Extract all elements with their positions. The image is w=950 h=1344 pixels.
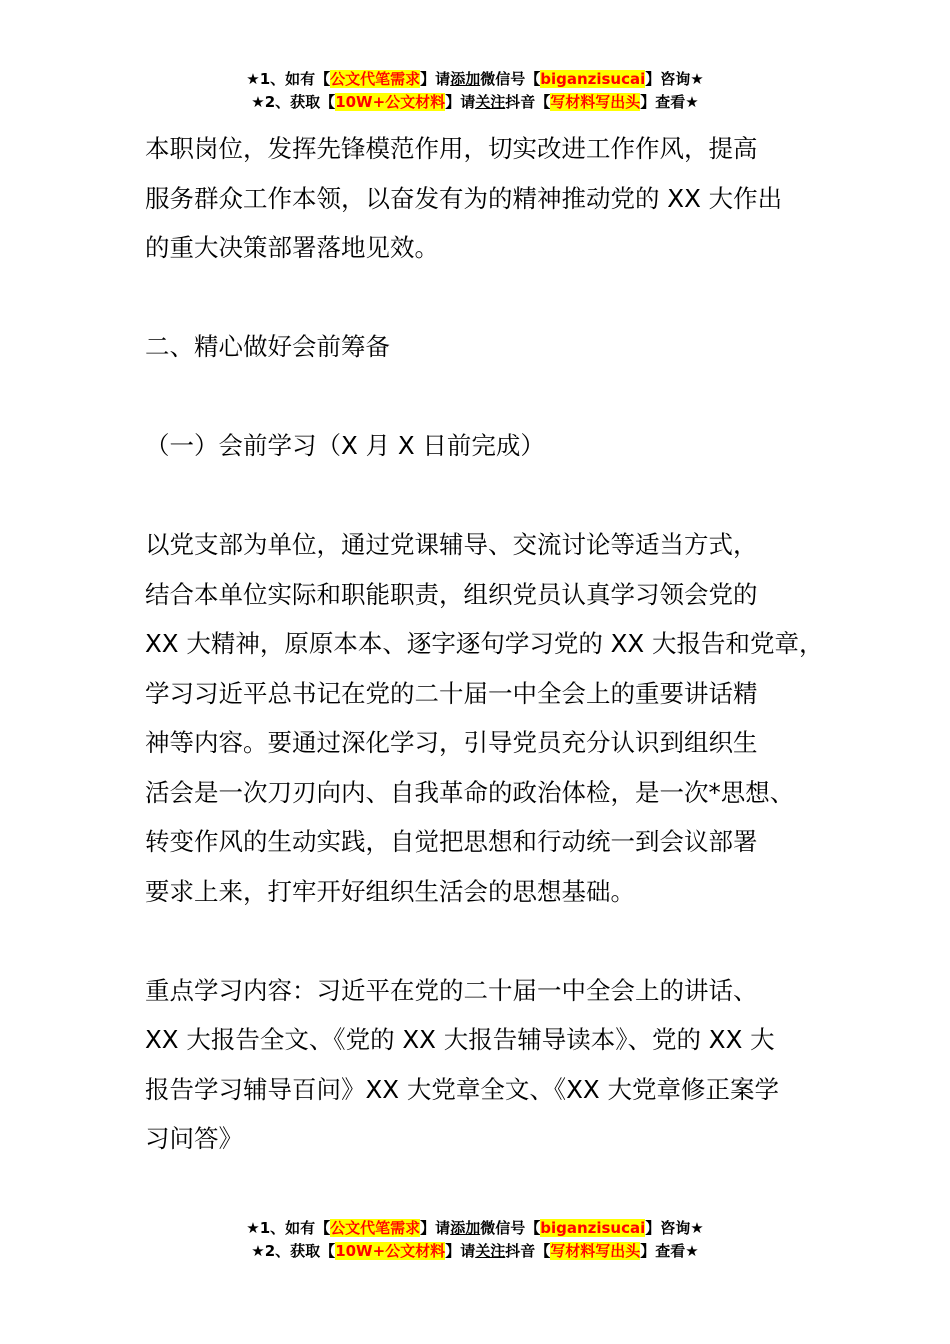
body-line: 神等内容。要通过深化学习，引导党员充分认识到组织生 (145, 728, 758, 757)
banner-text: 抖音【 (505, 93, 551, 111)
banner-text: 】请 (445, 1242, 476, 1260)
banner-text: 】请 (445, 93, 476, 111)
banner-text: ★2、获取【 (251, 1242, 336, 1260)
body-line: XX 大报告全文、《党的 XX 大报告辅导读本》、党的 XX 大 (145, 1025, 775, 1054)
header-banner (0, 68, 950, 114)
body-line: 结合本单位实际和职能职责，组织党员认真学习领会党的 (145, 579, 758, 609)
banner-highlight: 10W+公文材料 (335, 93, 446, 111)
body-line: 要求上来，打牢开好组织生活会的思想基础。 (145, 876, 635, 906)
banner-text: 】咨询★ (645, 1219, 704, 1237)
body-line: XX 大精神，原原本本、逐字逐句学习党的 XX 大报告和党章， (145, 629, 824, 658)
paragraph-gap (145, 372, 835, 422)
banner-underline: 关注 (475, 93, 506, 111)
banner-underline: 添加 (450, 70, 481, 88)
paragraph-gap (145, 273, 835, 323)
banner-text: 】咨询★ (645, 70, 704, 88)
banner-text: 】查看★ (640, 1242, 699, 1260)
banner-underline: 添加 (450, 1219, 481, 1237)
body-line: 报告学习辅导百问》XX 大党章全文、《XX 大党章修正案学 (145, 1074, 779, 1104)
body-line: 以党支部为单位，通过党课辅导、交流讨论等适当方式， (145, 530, 758, 559)
banner-text: 】请 (420, 1219, 451, 1237)
banner-highlight: 写材料写出头 (550, 1242, 641, 1260)
banner-highlight: biganzisucai (540, 70, 646, 88)
body-line: 的重大决策部署落地见效。 (145, 233, 439, 262)
banner-text: 微信号【 (480, 1219, 541, 1237)
body-line: 服务群众工作本领，以奋发有为的精神推动党的 XX 大作出 (145, 183, 783, 213)
document-body (145, 124, 835, 1164)
banner-line-2 (0, 91, 950, 114)
banner-highlight: 写材料写出头 (550, 93, 641, 111)
body-line: 重点学习内容：习近平在党的二十届一中全会上的讲话、 (145, 975, 758, 1005)
banner-underline: 关注 (475, 1242, 506, 1260)
banner-line-2 (0, 1240, 950, 1263)
banner-text: 】请 (420, 70, 451, 88)
body-line: 活会是一次刀刃向内、自我革命的政治体检，是一次*思想、 (145, 777, 795, 807)
banner-text: ★1、如有【 (246, 1219, 331, 1237)
banner-line-1 (0, 1217, 950, 1240)
section-heading: 二、精心做好会前筹备 (145, 332, 390, 361)
banner-highlight: biganzisucai (540, 1219, 646, 1237)
subsection-heading: （一）会前学习（X 月 X 日前完成） (145, 431, 545, 460)
banner-text: ★2、获取【 (251, 93, 336, 111)
banner-line-1 (0, 68, 950, 91)
body-line: 学习习近平总书记在党的二十届一中全会上的重要讲话精 (145, 678, 758, 708)
banner-text: 抖音【 (505, 1242, 551, 1260)
banner-highlight: 公文代笔需求 (330, 1219, 421, 1237)
banner-text: 】查看★ (640, 93, 699, 111)
paragraph-gap (145, 916, 835, 966)
banner-highlight: 10W+公文材料 (335, 1242, 446, 1260)
paragraph-gap (145, 471, 835, 521)
footer-banner (0, 1217, 950, 1263)
body-line: 转变作风的生动实践，自觉把思想和行动统一到会议部署 (145, 827, 758, 856)
body-line: 本职岗位，发挥先锋模范作用，切实改进工作作风，提高 (145, 134, 758, 163)
body-line: 习问答》 (145, 1124, 243, 1153)
banner-text: ★1、如有【 (246, 70, 331, 88)
banner-highlight: 公文代笔需求 (330, 70, 421, 88)
banner-text: 微信号【 (480, 70, 541, 88)
